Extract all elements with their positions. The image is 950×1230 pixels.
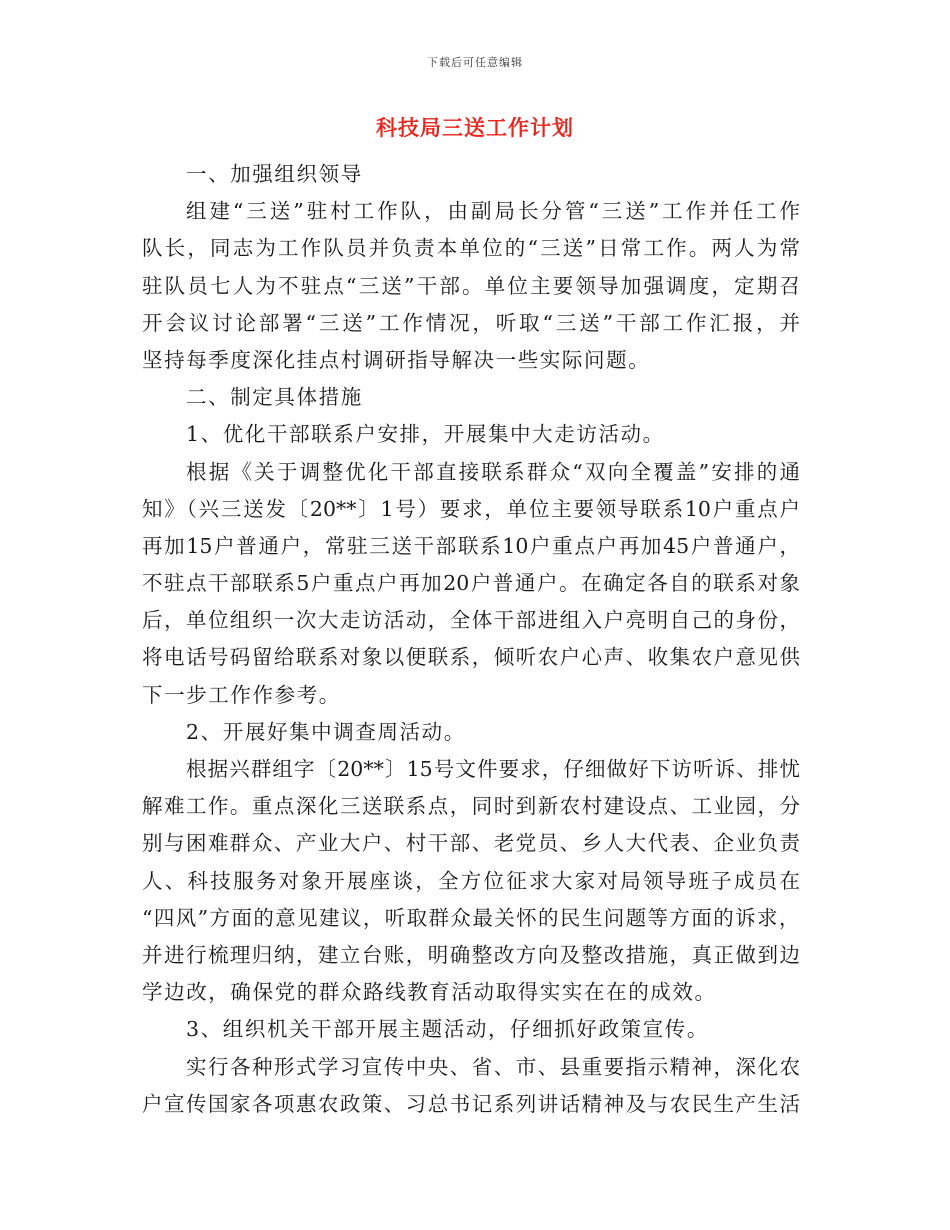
paragraph-line: 解难工作。重点深化三送联系点，同时到新农村建设点、工业园，分 — [142, 794, 800, 819]
paragraph-line: 户宣传国家各项惠农政策、习总书记系列讲话精神及与农民生产生活 — [142, 1091, 800, 1116]
paragraph-line: 不驻点干部联系5户重点户再加20户普通户。在确定各自的联系对象 — [142, 571, 800, 596]
paragraph-line: 队长，同志为工作队员并负责本单位的“三送”日常工作。两人为常 — [142, 236, 800, 261]
document-body — [142, 156, 800, 1123]
paragraph-line: 人、科技服务对象开展座谈，全方位征求大家对局领导班子成员在 — [142, 868, 800, 893]
section-heading-2: 二、制定具体措施 — [186, 385, 363, 410]
subsection-heading-2: 2、开展好集中调查周活动。 — [186, 719, 466, 744]
paragraph-line: “四风”方面的意见建议，听取群众最关怀的民生问题等方面的诉求， — [142, 905, 800, 930]
paragraph-line: 坚持每季度深化挂点村调研指导解决一些实际问题。 — [142, 347, 651, 372]
document-title: 科技局三送工作计划 — [376, 115, 574, 140]
paragraph-line: 知》（兴三送发〔20**〕1号）要求，单位主要领导联系10户重点户 — [142, 496, 800, 521]
paragraph-line: 驻队员七人为不驻点“三送”干部。单位主要领导加强调度，定期召 — [142, 273, 800, 298]
paragraph-line: 后，单位组织一次大走访活动，全体干部进组入户亮明自己的身份， — [142, 608, 800, 633]
paragraph-line: 根据兴群组字〔20**〕15号文件要求，仔细做好下访听诉、排忧 — [186, 757, 800, 781]
paragraph-line: 再加15户普通户，常驻三送干部联系10户重点户再加45户普通户， — [142, 533, 800, 558]
section-heading-1: 一、加强组织领导 — [186, 162, 363, 186]
paragraph-line: 根据《关于调整优化干部直接联系群众“双向全覆盖”安排的通 — [186, 459, 800, 484]
subsection-heading-1: 1、优化干部联系户安排，开展集中大走访活动。 — [186, 422, 665, 447]
paragraph-line: 开会议讨论部署“三送”工作情况，听取“三送”干部工作汇报，并 — [142, 310, 800, 335]
paragraph-line: 别与困难群众、产业大户、村干部、老党员、乡人大代表、企业负责 — [142, 831, 800, 856]
paragraph-line: 下一步工作作参考。 — [142, 682, 341, 707]
paragraph-line: 将电话号码留给联系对象以便联系，倾听农户心声、收集农户意见供 — [142, 645, 800, 670]
paragraph-line: 组建“三送”驻村工作队，由副局长分管“三送”工作并任工作 — [186, 199, 800, 224]
paragraph-line: 并进行梳理归纳，建立台账，明确整改方向及整改措施，真正做到边 — [142, 942, 800, 967]
paragraph-line: 实行各种形式学习宣传中央、省、市、县重要指示精神，深化农 — [186, 1054, 800, 1079]
subsection-heading-3: 3、组织机关干部开展主题活动，仔细抓好政策宣传。 — [186, 1017, 709, 1042]
header-note: 下载后可任意编辑 — [427, 56, 523, 69]
paragraph-line: 学边改，确保党的群众路线教育活动取得实实在在的成效。 — [142, 980, 717, 1005]
